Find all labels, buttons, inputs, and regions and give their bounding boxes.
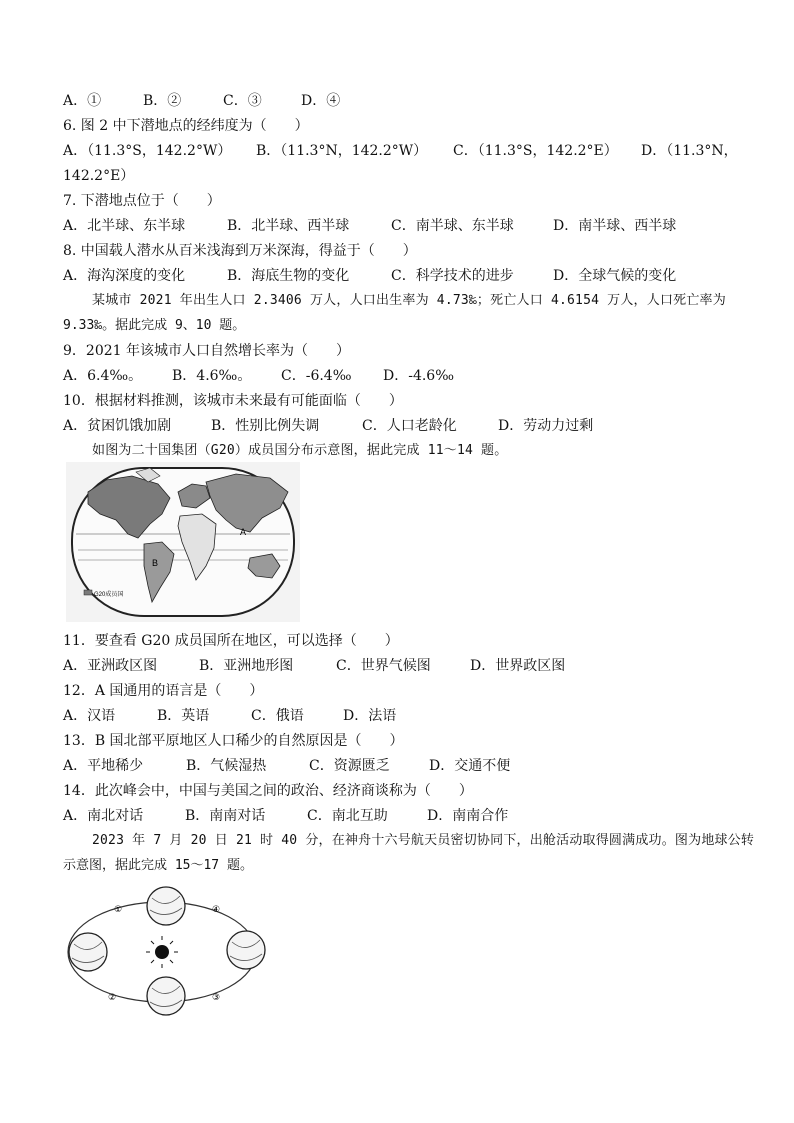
material-population-line2: 9.33‰。据此完成 9、10 题。: [63, 318, 246, 333]
g20-world-map: [66, 462, 300, 622]
q8-option-b[interactable]: B．海底生物的变化: [227, 268, 350, 284]
q9-option-d[interactable]: D．-4.6‰: [383, 368, 455, 384]
q12-option-b[interactable]: B．英语: [157, 708, 210, 724]
q10-option-d[interactable]: D．劳动力过剩: [498, 418, 594, 434]
q11-option-d[interactable]: D．世界政区图: [470, 658, 566, 674]
q8-stem: 8. 中国载人潜水从百米浅海到万米深海，得益于（ ）: [63, 243, 417, 259]
q10-option-a[interactable]: A．贫困饥饿加剧: [63, 418, 172, 434]
q11-stem: 11．要查看 G20 成员国所在地区，可以选择（ ）: [63, 633, 399, 649]
sun-icon: [155, 945, 169, 959]
orbit-label-1: ①: [114, 905, 123, 915]
map-legend-label: G20成员国: [94, 592, 124, 598]
q13-option-c[interactable]: C．资源匮乏: [309, 758, 390, 774]
earth-top: [147, 887, 185, 925]
orbit-label-4: ④: [212, 905, 221, 915]
q7-option-a[interactable]: A．北半球、东半球: [63, 218, 186, 234]
orbit-label-3: ③: [212, 993, 221, 1003]
q13-option-a[interactable]: A．平地稀少: [63, 758, 144, 774]
q10-option-c[interactable]: C．人口老龄化: [362, 418, 457, 434]
q7-option-c[interactable]: C．南半球、东半球: [391, 218, 514, 234]
q10-options: [63, 417, 593, 435]
q6-option-a[interactable]: A．（11.3°S，142.2°W）: [63, 143, 232, 159]
q6-option-d[interactable]: D．（11.3°N，: [641, 143, 738, 159]
map-legend-swatch: [84, 590, 92, 595]
q11-options: [63, 657, 565, 675]
q10-stem: 10．根据材料推测，该城市未来最有可能面临（ ）: [63, 393, 403, 409]
q14-option-c[interactable]: C．南北互助: [307, 808, 388, 824]
q12-option-a[interactable]: A．汉语: [63, 708, 116, 724]
earth-left: [69, 933, 107, 971]
q8-options: [63, 267, 676, 285]
map-label-b: B: [152, 558, 159, 568]
material-population-line1: 某城市 2021 年出生人口 2.3406 万人，人口出生率为 4.73‰；死亡人口 4.6154 万人，人口死亡率为: [92, 293, 726, 308]
earth-right: [227, 931, 265, 969]
q14-option-a[interactable]: A．南北对话: [63, 808, 144, 824]
material-shenzhou-line1: 2023 年 7 月 20 日 21 时 40 分，在神舟十六号航天员密切协同下，出舱活动取得圆满成功。图为地球公转: [92, 833, 755, 848]
q5-options: [63, 92, 340, 110]
q7-options: [63, 217, 676, 235]
q14-option-b[interactable]: B．南南对话: [185, 808, 266, 824]
q5-option-a[interactable]: A．①: [63, 93, 102, 109]
q14-options: [63, 807, 508, 825]
q12-options: [63, 707, 396, 725]
q6-option-b[interactable]: B．（11.3°N，142.2°W）: [256, 143, 428, 159]
q9-stem: 9．2021 年该城市人口自然增长率为（ ）: [63, 343, 350, 359]
q9-options: [63, 367, 454, 385]
q7-stem: 7. 下潜地点位于（ ）: [63, 193, 221, 209]
q5-option-d[interactable]: D．④: [301, 93, 341, 109]
map-label-a: A: [240, 527, 247, 537]
q11-option-c[interactable]: C．世界气候图: [336, 658, 431, 674]
q12-stem: 12．A 国通用的语言是（ ）: [63, 683, 264, 699]
q9-option-c[interactable]: C．-6.4‰: [281, 368, 352, 384]
q13-option-d[interactable]: D．交通不便: [429, 758, 511, 774]
q5-option-c[interactable]: C．③: [223, 93, 262, 109]
q13-stem: 13．B 国北部平原地区人口稀少的自然原因是（ ）: [63, 733, 404, 749]
q6-option-c[interactable]: C．（11.3°S，142.2°E）: [453, 143, 618, 159]
earth-bottom: [147, 977, 185, 1015]
material-shenzhou-line2: 示意图，据此完成 15～17 题。: [63, 858, 253, 873]
q6-stem: 6. 图 2 中下潜地点的经纬度为（ ）: [63, 118, 309, 134]
q6-option-d-continued: 142.2°E）: [63, 168, 135, 184]
q8-option-a[interactable]: A．海沟深度的变化: [63, 268, 186, 284]
q12-option-d[interactable]: D．法语: [343, 708, 397, 724]
q13-options: [63, 757, 510, 775]
q7-option-b[interactable]: B．北半球、西半球: [227, 218, 350, 234]
q9-option-a[interactable]: A．6.4‰。: [63, 368, 143, 384]
q14-option-d[interactable]: D．南南合作: [427, 808, 509, 824]
orbit-label-2: ②: [108, 993, 117, 1003]
q12-option-c[interactable]: C．俄语: [251, 708, 304, 724]
q5-option-b[interactable]: B．②: [143, 93, 182, 109]
q6-options: [63, 142, 738, 160]
q11-option-b[interactable]: B．亚洲地形图: [199, 658, 294, 674]
q13-option-b[interactable]: B．气候湿热: [186, 758, 267, 774]
q9-option-b[interactable]: B．4.6‰。: [172, 368, 252, 384]
q10-option-b[interactable]: B．性别比例失调: [211, 418, 320, 434]
q7-option-d[interactable]: D．南半球、西半球: [553, 218, 677, 234]
q14-stem: 14．此次峰会中，中国与美国之间的政治、经济商谈称为（ ）: [63, 783, 473, 799]
q8-option-d[interactable]: D．全球气候的变化: [553, 268, 677, 284]
material-g20-line1: 如图为二十国集团（G20）成员国分布示意图，据此完成 11～14 题。: [92, 443, 508, 458]
q11-option-a[interactable]: A．亚洲政区图: [63, 658, 158, 674]
q8-option-c[interactable]: C．科学技术的进步: [391, 268, 514, 284]
earth-revolution-diagram: [62, 878, 278, 1018]
